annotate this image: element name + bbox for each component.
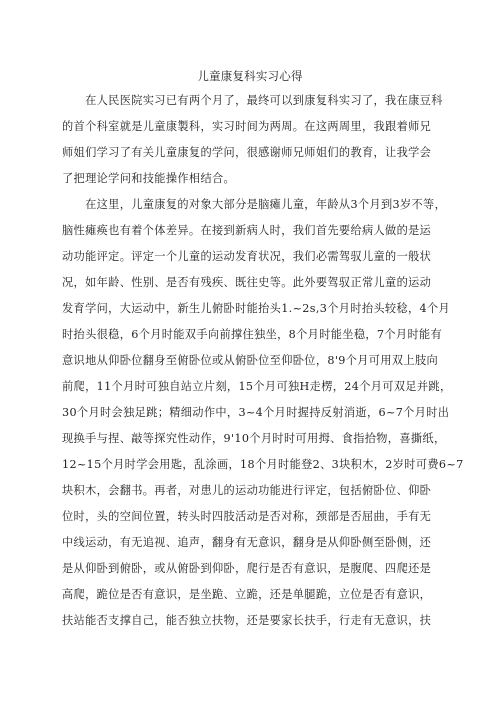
text-line: 30个月时会独足跳；精细动作中，3~4个月时握持反射消逝，6~7个月时出 — [62, 406, 450, 419]
document-body — [62, 88, 464, 634]
text-line: 发育学问，大运动中，新生儿俯卧时能抬头1.~2s,3个月时抬头较稔，4个月 — [62, 302, 451, 315]
text-line: 在这里，儿童康复的对象大部分是脑瘫儿童，年龄从3个月到3岁不等， — [62, 198, 447, 211]
text-line: 现换手与捏、敲等探究性动作，9'10个月时时可用拇、食指拾物，喜撕纸， — [62, 432, 446, 445]
text-line: 况，如年龄、性别、是否有残疾、既往史等。此外要驾驭正常儿童的运动 — [62, 276, 432, 289]
text-line: 12~15个月时学会用匙，乱涂画，18个月时能登2、3块积木，2岁时可费6~7 — [62, 458, 464, 471]
text-line: 脑性瘫痪也有着个体差异。在接到新病人时，我们首先要给病人做的是运 — [62, 224, 432, 237]
text-line: 扶站能否支撑自己，能否独立扶物，还是要家长扶手，行走有无意识，扶 — [62, 614, 432, 627]
text-line: 是从仰卧到俯卧，或从俯卧到仰卧，爬行是否有意识，是腹爬、四爬还是 — [62, 562, 432, 575]
text-line: 位时，头的空间位置，转头时四肢活动是否对称，颈部是否屈曲，手有无 — [62, 510, 432, 523]
text-line: 前爬，11个月时可独自站立片刻，15个月可独H走楞，24个月可双足并跳， — [62, 380, 452, 393]
paragraph-2 — [62, 192, 464, 634]
text-line: 在人民医院实习已有两个月了，最终可以到康复科实习了，我在康豆科 — [62, 94, 443, 107]
text-line: 的首个科室就是儿童康製科，实习时间为两周。在这两周里，我跟着师兄 — [62, 120, 432, 133]
text-line: 师姐们学习了有关儿童康复的学问，很感谢师兄师姐们的教育，让我学会 — [62, 146, 432, 159]
text-line: 块积木，会翻书。再者，对患儿的运动功能进行评定，包括俯卧位、仰卧 — [62, 484, 432, 497]
text-line: 中线运动，有无追视、追声，翻身有无意识，翻身是从仰卧侧至卧侧，还 — [62, 536, 432, 549]
text-line: 意识地从仰卧位翻身至俯卧位或从俯卧位至仰卧位，8'9个月可用双上肢向 — [62, 354, 439, 367]
text-line: 了把理论学问和技能操作相结合。 — [62, 172, 236, 185]
text-line: 动功能评定。评定一个儿童的运动发育状况，我们必需驾驭儿童的一般状 — [62, 250, 432, 263]
text-line: 高爬，跪位是否有意识，是坐跪、立跪，还是单腿跪，立位是否有意识， — [62, 588, 432, 601]
document-title: 儿童康复科实习心得 — [197, 69, 303, 83]
text-line: 时抬头很稳，6个月时能双手向前撑住独坐，8个月时能坐稳，7个月时能有 — [62, 328, 443, 341]
paragraph-1 — [62, 88, 442, 192]
